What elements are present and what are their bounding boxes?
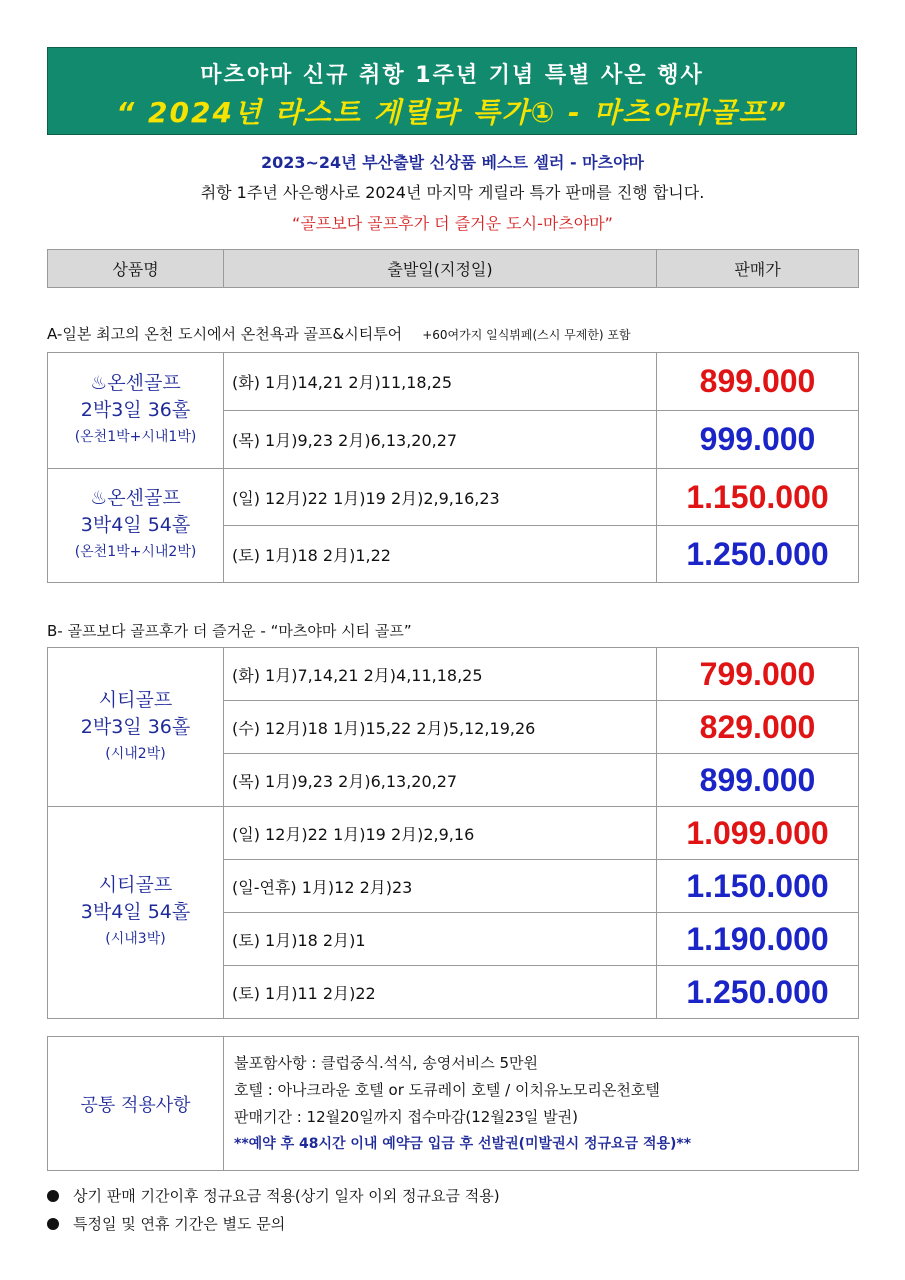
price: 999.000	[657, 411, 859, 469]
note-1-text: 상기 판매 기간이후 정규요금 적용(상기 일자 이외 정규요금 적용)	[73, 1187, 500, 1205]
note-1	[47, 1185, 500, 1206]
intro-line-2: 취항 1주년 사은행사로 2024년 마지막 게릴라 특가 판매를 진행 합니다.	[200, 183, 705, 202]
table-row	[48, 648, 859, 701]
product-name-cell	[48, 469, 224, 583]
banner-title: 마츠야마 신규 취항 1주년 기념 특별 사은 행사	[200, 63, 704, 88]
price: 1.150.000	[657, 469, 859, 526]
product-duration: 3박4일 54홀	[80, 901, 191, 923]
departure-dates: (일-연휴) 1月)12 2月)23	[224, 860, 657, 913]
sale-period: 판매기간 : 12월20일까지 접수마감(12월23일 발권)	[234, 1107, 579, 1126]
common-terms-content	[224, 1037, 859, 1171]
banner-subtitle: “ 2024년 라스트 게릴라 특가① - 마츠야마골프”	[116, 96, 788, 129]
bullet-icon	[47, 1218, 59, 1230]
price: 899.000	[657, 353, 859, 411]
excluded-items: 불포함사항 : 클럽중식.석식, 송영서비스 5만원	[234, 1053, 539, 1072]
header-departure: 출발일(지정일)	[224, 250, 657, 288]
header-price: 판매가	[657, 250, 859, 288]
product-stay: (시내3박)	[105, 931, 166, 947]
departure-dates: (토) 1月)18 2月)1,22	[224, 526, 657, 583]
product-name: 시티골프	[98, 688, 173, 711]
section-b-title: B- 골프보다 골프후가 더 즐거운 - “마츠야마 시티 골프”	[47, 622, 412, 640]
bullet-icon	[47, 1190, 59, 1202]
departure-dates: (토) 1月)11 2月)22	[224, 966, 657, 1019]
product-duration: 3박4일 54홀	[80, 514, 191, 536]
product-name: ♨온센골프	[90, 372, 181, 394]
price: 1.250.000	[657, 526, 859, 583]
booking-notice: **예약 후 48시간 이내 예약금 입금 후 선발권(미발권시 정규요금 적용)**	[234, 1135, 692, 1152]
product-name: 시티골프	[98, 874, 173, 896]
departure-dates: (일) 12月)22 1月)19 2月)2,9,16,23	[224, 469, 657, 526]
departure-dates: (화) 1月)7,14,21 2月)4,11,18,25	[224, 648, 657, 701]
product-name-cell	[48, 353, 224, 469]
table-row	[48, 807, 859, 860]
product-stay: (온천1박+시내2박)	[74, 544, 197, 560]
section-b-table	[47, 647, 859, 1019]
common-terms-table	[47, 1036, 859, 1171]
product-duration: 2박3일 36홀	[80, 399, 191, 421]
table-row	[48, 469, 859, 526]
price: 1.250.000	[657, 966, 859, 1019]
departure-dates: (일) 12月)22 1月)19 2月)2,9,16	[224, 807, 657, 860]
product-name-cell	[48, 648, 224, 807]
common-terms-label: 공통 적용사항	[48, 1037, 224, 1171]
price: 1.099.000	[657, 807, 859, 860]
price: 829.000	[657, 701, 859, 754]
table-row	[48, 353, 859, 411]
note-2	[47, 1213, 285, 1234]
note-2-text: 특정일 및 연휴 기간은 별도 문의	[73, 1215, 286, 1233]
product-name: ♨온센골프	[90, 487, 181, 509]
product-name-cell	[48, 807, 224, 1019]
section-a-table	[47, 352, 859, 583]
title-banner	[47, 47, 857, 135]
departure-dates: (목) 1月)9,23 2月)6,13,20,27	[224, 411, 657, 469]
product-duration: 2박3일 36홀	[80, 715, 191, 738]
section-a-note: +60여가지 일식뷔페(스시 무제한) 포함	[422, 328, 631, 342]
price: 799.000	[657, 648, 859, 701]
departure-dates: (화) 1月)14,21 2月)11,18,25	[224, 353, 657, 411]
intro-line-1: 2023~24년 부산출발 신상품 베스트 셀러 - 마츠야마	[260, 153, 645, 172]
price: 1.190.000	[657, 913, 859, 966]
departure-dates: (목) 1月)9,23 2月)6,13,20,27	[224, 754, 657, 807]
column-header-table	[47, 249, 859, 288]
section-a-title	[47, 323, 631, 344]
departure-dates: (토) 1月)18 2月)1	[224, 913, 657, 966]
product-stay: (온천1박+시내1박)	[74, 429, 197, 445]
header-product: 상품명	[48, 250, 224, 288]
section-a-heading: A-일본 최고의 온천 도시에서 온천욕과 골프&시티투어	[47, 325, 403, 343]
product-stay: (시내2박)	[105, 745, 166, 762]
departure-dates: (수) 12月)18 1月)15,22 2月)5,12,19,26	[224, 701, 657, 754]
price: 899.000	[657, 754, 859, 807]
price: 1.150.000	[657, 860, 859, 913]
hotel-info: 호텔 : 아나크라운 호텔 or 도큐레이 호텔 / 이치유노모리온천호텔	[234, 1080, 660, 1099]
intro-line-3: “골프보다 골프후가 더 즐거운 도시-마츠야마”	[292, 214, 613, 233]
